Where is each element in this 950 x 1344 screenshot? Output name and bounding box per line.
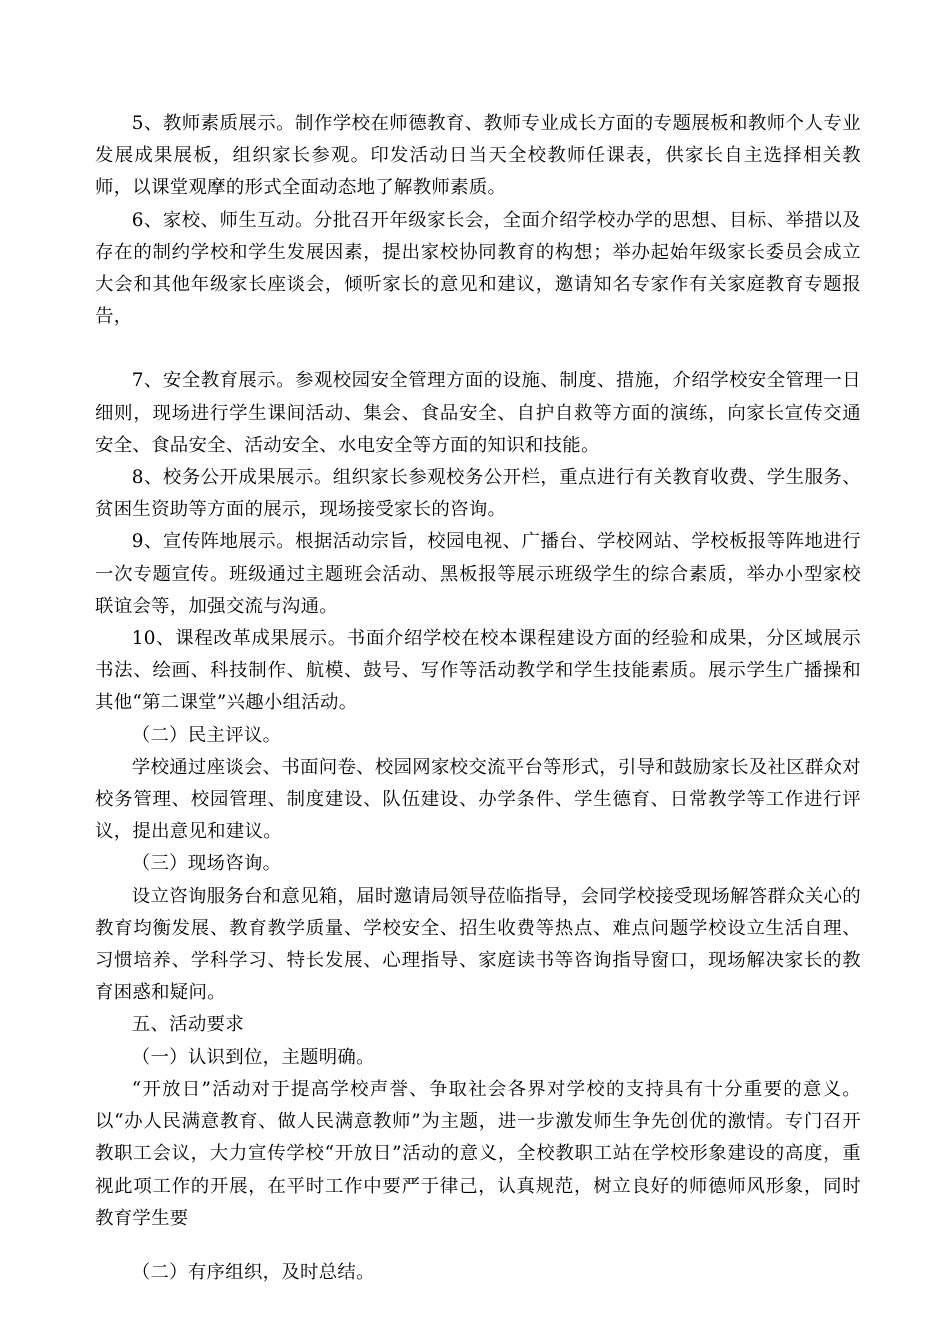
paragraph-school-affairs: 8、校务公开成果展示。组织家长参观校务公开栏，重点进行有关教育收费、学生服务、贫困生资助等方面的展示，现场接受家长的咨询。 [95,467,861,521]
heading-activity-requirements: 五、活动要求 [131,1014,244,1036]
heading-awareness: （一）认识到位，主题明确。 [131,1046,375,1068]
heading-democratic-review: （二）民主评议。 [131,724,282,746]
document-page [95,108,861,1289]
heading-onsite-consultation: （三）现场咨询。 [131,853,282,875]
paragraph-gap [95,1235,861,1257]
paragraph-open-day-significance: “开放日”活动对于提高学校声誉、争取社会各界对学校的支持具有十分重要的意义。以“办人民满意教育、做人民满意教师”为主题，进一步激发师生争先创优的激情。专门召开教职工会议，大力宣传学校“开放日”活动的意义，全校教职工站在学校形象建设的高度，重视此项工作的开展，在平时工作中要严于律己，认真规范，树立良好的师德师风形象，同时教育学生要 [95,1078,861,1229]
paragraph-onsite-consultation: 设立咨询服务台和意见箱，届时邀请局领导莅临指导，会同学校接受现场解答群众关心的教育均衡发展、教育教学质量、学校安全、招生收费等热点、难点问题学校设立生活自理、习惯培养、学科学习、特长发展、心理指导、家庭读书等咨询指导窗口，现场解决家长的教育困惑和疑问。 [95,885,861,1004]
paragraph-teacher-quality: 5、教师素质展示。制作学校在师德教育、教师专业成长方面的专题展板和教师个人专业发展成果展板，组织家长参观。印发活动日当天全校教师任课表，供家长自主选择相关教师，以课堂观摩的形式全面动态地了解教师素质。 [95,113,861,199]
paragraph-publicity: 9、宣传阵地展示。根据活动宗旨，校园电视、广播台、学校网站、学校板报等阵地进行一次专题宣传。班级通过主题班会活动、黑板报等展示班级学生的综合素质，举办小型家校联谊会等，加强交流与沟通。 [95,531,861,617]
paragraph-curriculum-reform: 10、课程改革成果展示。书面介绍学校在校本课程建设方面的经验和成果，分区域展示书法、绘画、科技制作、航模、鼓号、写作等活动教学和学生技能素质。展示学生广播操和其他“第二课堂”兴趣小组活动。 [95,628,861,714]
paragraph-home-school-interaction: 6、家校、师生互动。分批召开年级家长会，全面介绍学校办学的思想、目标、举措以及存在的制约学校和学生发展因素，提出家校协同教育的构想；举办起始年级家长委员会成立大会和其他年级家长座谈会，倾听家长的意见和建议，邀请知名专家作有关家庭教育专题报告， [95,209,861,328]
heading-orderly-organization: （二）有序组织，及时总结。 [131,1261,375,1283]
paragraph-safety-education: 7、安全教育展示。参观校园安全管理方面的设施、制度、措施，介绍学校安全管理一日细则，现场进行学生课间活动、集会、食品安全、自护自救等方面的演练，向家长宣传交通安全、食品安全、活动安全、水电安全等方面的知识和技能。 [95,370,861,456]
paragraph-gap [95,333,861,365]
paragraph-democratic-review: 学校通过座谈会、书面问卷、校园网家校交流平台等形式，引导和鼓励家长及社区群众对校务管理、校园管理、制度建设、队伍建设、办学条件、学生德育、日常教学等工作进行评议，提出意见和建议。 [95,756,861,843]
